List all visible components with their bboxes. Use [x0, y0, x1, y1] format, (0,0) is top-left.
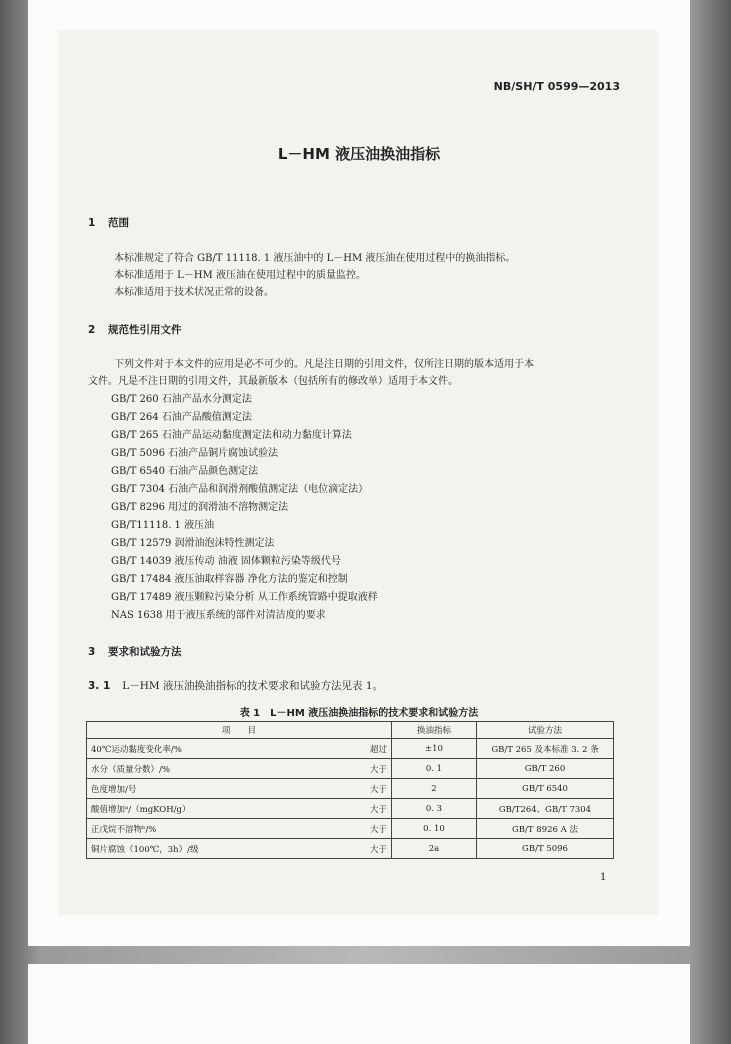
row-method: GB/T 260	[477, 759, 614, 779]
reference-item: GB/T 265 石油产品运动黏度测定法和动力黏度计算法	[111, 430, 352, 441]
section-2-intro-line: 下列文件对于本文件的应用是必不可少的。凡是注日期的引用文件，仅所注日期的版本适用于本	[114, 359, 534, 370]
reference-item: GB/T 5096 石油产品铜片腐蚀试验法	[111, 448, 279, 459]
table-row	[87, 819, 614, 839]
section-title: 范围	[108, 217, 129, 229]
standard-number: NB/SH/T 0599—2013	[493, 80, 620, 93]
table-row	[87, 759, 614, 779]
section-2-heading	[88, 322, 182, 337]
row-comparator: 大于	[348, 819, 392, 839]
section-1-heading	[88, 215, 129, 230]
reference-list	[111, 391, 378, 625]
table-row	[87, 799, 614, 819]
clause-3-1	[88, 678, 383, 693]
section-1-paragraph: 本标准规定了符合 GB/T 11118. 1 液压油中的 L－HM 液压油在使用过程中的换油指标。	[114, 253, 516, 264]
section-number: 1	[88, 217, 96, 229]
spec-table	[86, 721, 614, 859]
row-method: GB/T 5096	[477, 839, 614, 859]
row-comparator: 大于	[348, 839, 392, 859]
section-title: 要求和试验方法	[108, 646, 182, 658]
section-1-paragraph: 本标准适用于 L－HM 液压油在使用过程中的质量监控。	[114, 270, 366, 281]
table-row	[87, 739, 614, 759]
clause-number: 3. 1	[88, 680, 111, 692]
section-number: 3	[88, 646, 96, 658]
section-2-intro-line: 文件。凡是不注日期的引用文件，其最新版本（包括所有的修改单）适用于本文件。	[88, 376, 458, 387]
page-number: 1	[600, 872, 607, 883]
reference-item: GB/T 17484 液压油取样容器 净化方法的鉴定和控制	[111, 574, 348, 585]
row-value: 0. 1	[392, 759, 477, 779]
reference-item: GB/T 264 石油产品酸值测定法	[111, 412, 252, 423]
row-comparator: 大于	[348, 779, 392, 799]
row-method: GB/T 8926 A 法	[477, 819, 614, 839]
table-row	[87, 779, 614, 799]
row-method: GB/T 265 及本标准 3. 2 条	[477, 739, 614, 759]
section-3-heading	[88, 644, 182, 659]
reference-item: GB/T 17489 液压颗粒污染分析 从工作系统管路中提取液样	[111, 592, 378, 603]
reference-item: GB/T 260 石油产品水分测定法	[111, 394, 252, 405]
row-item: 水分（质量分数）/%	[87, 759, 349, 779]
row-item: 40℃运动黏度变化率/%	[87, 739, 349, 759]
row-item: 酸值增加ᵃ/（mgKOH/g）	[87, 799, 349, 819]
row-item: 正戊烷不溶物ᵇ/%	[87, 819, 349, 839]
clause-text: L－HM 液压油换油指标的技术要求和试验方法见表 1。	[122, 680, 384, 692]
section-number: 2	[88, 324, 96, 336]
row-value: 2	[392, 779, 477, 799]
section-title: 规范性引用文件	[108, 324, 182, 336]
header-method: 试验方法	[477, 722, 614, 739]
header-limit: 换油指标	[392, 722, 477, 739]
row-value: 2a	[392, 839, 477, 859]
reference-item: GB/T 12579 润滑油泡沫特性测定法	[111, 538, 275, 549]
table-header-row	[87, 722, 614, 739]
section-1-paragraph: 本标准适用于技术状况正常的设备。	[114, 287, 274, 298]
document-title: L－HM 液压油换油指标	[277, 145, 441, 163]
row-comparator: 超过	[348, 739, 392, 759]
reference-item: GB/T 14039 液压传动 油液 固体颗粒污染等级代号	[111, 556, 341, 567]
row-value: ±10	[392, 739, 477, 759]
row-value: 0. 3	[392, 799, 477, 819]
row-item: 铜片腐蚀（100℃，3h）/级	[87, 839, 349, 859]
reference-item: GB/T 7304 石油产品和润滑剂酸值测定法（电位滴定法）	[111, 484, 369, 495]
reference-item: GB/T 6540 石油产品颜色测定法	[111, 466, 259, 477]
table-caption: 表 1 L－HM 液压油换油指标的技术要求和试验方法	[239, 708, 479, 719]
reference-item: GB/T 8296 用过的润滑油不溶物测定法	[111, 502, 289, 513]
row-method: GB/T264、GB/T 7304	[477, 799, 614, 819]
row-method: GB/T 6540	[477, 779, 614, 799]
reference-item: GB/T11118. 1 液压油	[111, 520, 215, 531]
reference-item: NAS 1638 用于液压系统的部件对清洁度的要求	[111, 610, 326, 621]
next-page	[28, 964, 690, 1044]
row-value: 0. 10	[392, 819, 477, 839]
row-comparator: 大于	[348, 759, 392, 779]
document-page	[28, 0, 690, 946]
header-item: 项 目	[87, 722, 392, 739]
row-comparator: 大于	[348, 799, 392, 819]
row-item: 色度增加/号	[87, 779, 349, 799]
table-row	[87, 839, 614, 859]
